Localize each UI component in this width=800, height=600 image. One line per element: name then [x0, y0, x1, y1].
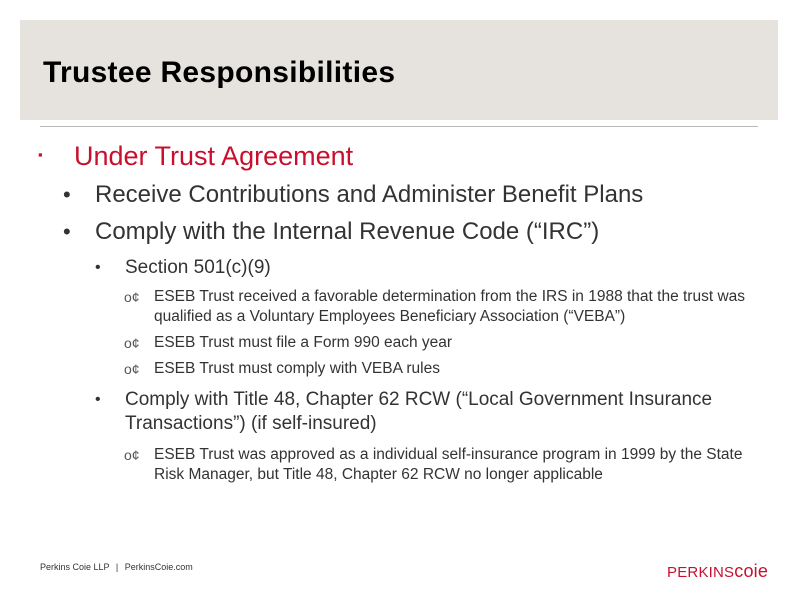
footer-firm-info [40, 562, 193, 572]
bullet-level3 [124, 359, 440, 379]
logo-part-coie: coie [734, 561, 769, 581]
slide-title: Trustee Responsibilities [43, 56, 396, 89]
bullet-level3 [124, 333, 452, 353]
bullet-level3 [124, 445, 774, 485]
bullet-text: Section 501(c)(9) [125, 257, 271, 278]
circle-bullet-icon: o¢ [124, 361, 140, 377]
logo-part-perkins: PERKINS [667, 564, 735, 581]
bullet-text: Receive Contributions and Administer Benefit Plans [95, 181, 644, 208]
bullet-level1 [63, 182, 643, 208]
bullet-level2 [95, 256, 271, 280]
footer-separator: | [115, 562, 119, 572]
bullet-text: Under Trust Agreement [74, 141, 354, 171]
dot-bullet-icon: • [63, 182, 71, 207]
title-divider [40, 126, 758, 127]
circle-bullet-icon: o¢ [124, 289, 140, 305]
bullet-level0 [38, 141, 353, 171]
dot-bullet-icon: • [63, 219, 71, 244]
bullet-text: Comply with Title 48, Chapter 62 RCW (“Local Government Insurance Transactions”) (if self-insured) [125, 389, 713, 434]
circle-bullet-icon: o¢ [124, 447, 140, 463]
bullet-text: ESEB Trust received a favorable determination from the IRS in 1988 that the trust was qualified as a Voluntary Employees Beneficiary Association (“VEBA”) [154, 288, 746, 325]
bullet-level2 [95, 388, 735, 436]
bullet-text: ESEB Trust must file a Form 990 each year [154, 334, 453, 351]
bullet-level1 [63, 219, 599, 245]
square-bullet-icon: ▪ [38, 147, 43, 162]
bullet-text: Comply with the Internal Revenue Code (“IRC”) [95, 218, 600, 245]
dot-bullet-icon: • [95, 259, 101, 276]
perkins-coie-logo [667, 561, 768, 582]
dot-bullet-icon: • [95, 391, 101, 408]
circle-bullet-icon: o¢ [124, 335, 140, 351]
bullet-text: ESEB Trust was approved as a individual self-insurance program in 1999 by the State Risk Manager, but Title 48, Chapter 62 RCW no longer applicable [154, 446, 743, 483]
firm-name: Perkins Coie LLP [40, 562, 110, 572]
bullet-text: ESEB Trust must comply with VEBA rules [154, 360, 440, 377]
bullet-level3 [124, 287, 774, 327]
firm-website: PerkinsCoie.com [124, 562, 193, 572]
